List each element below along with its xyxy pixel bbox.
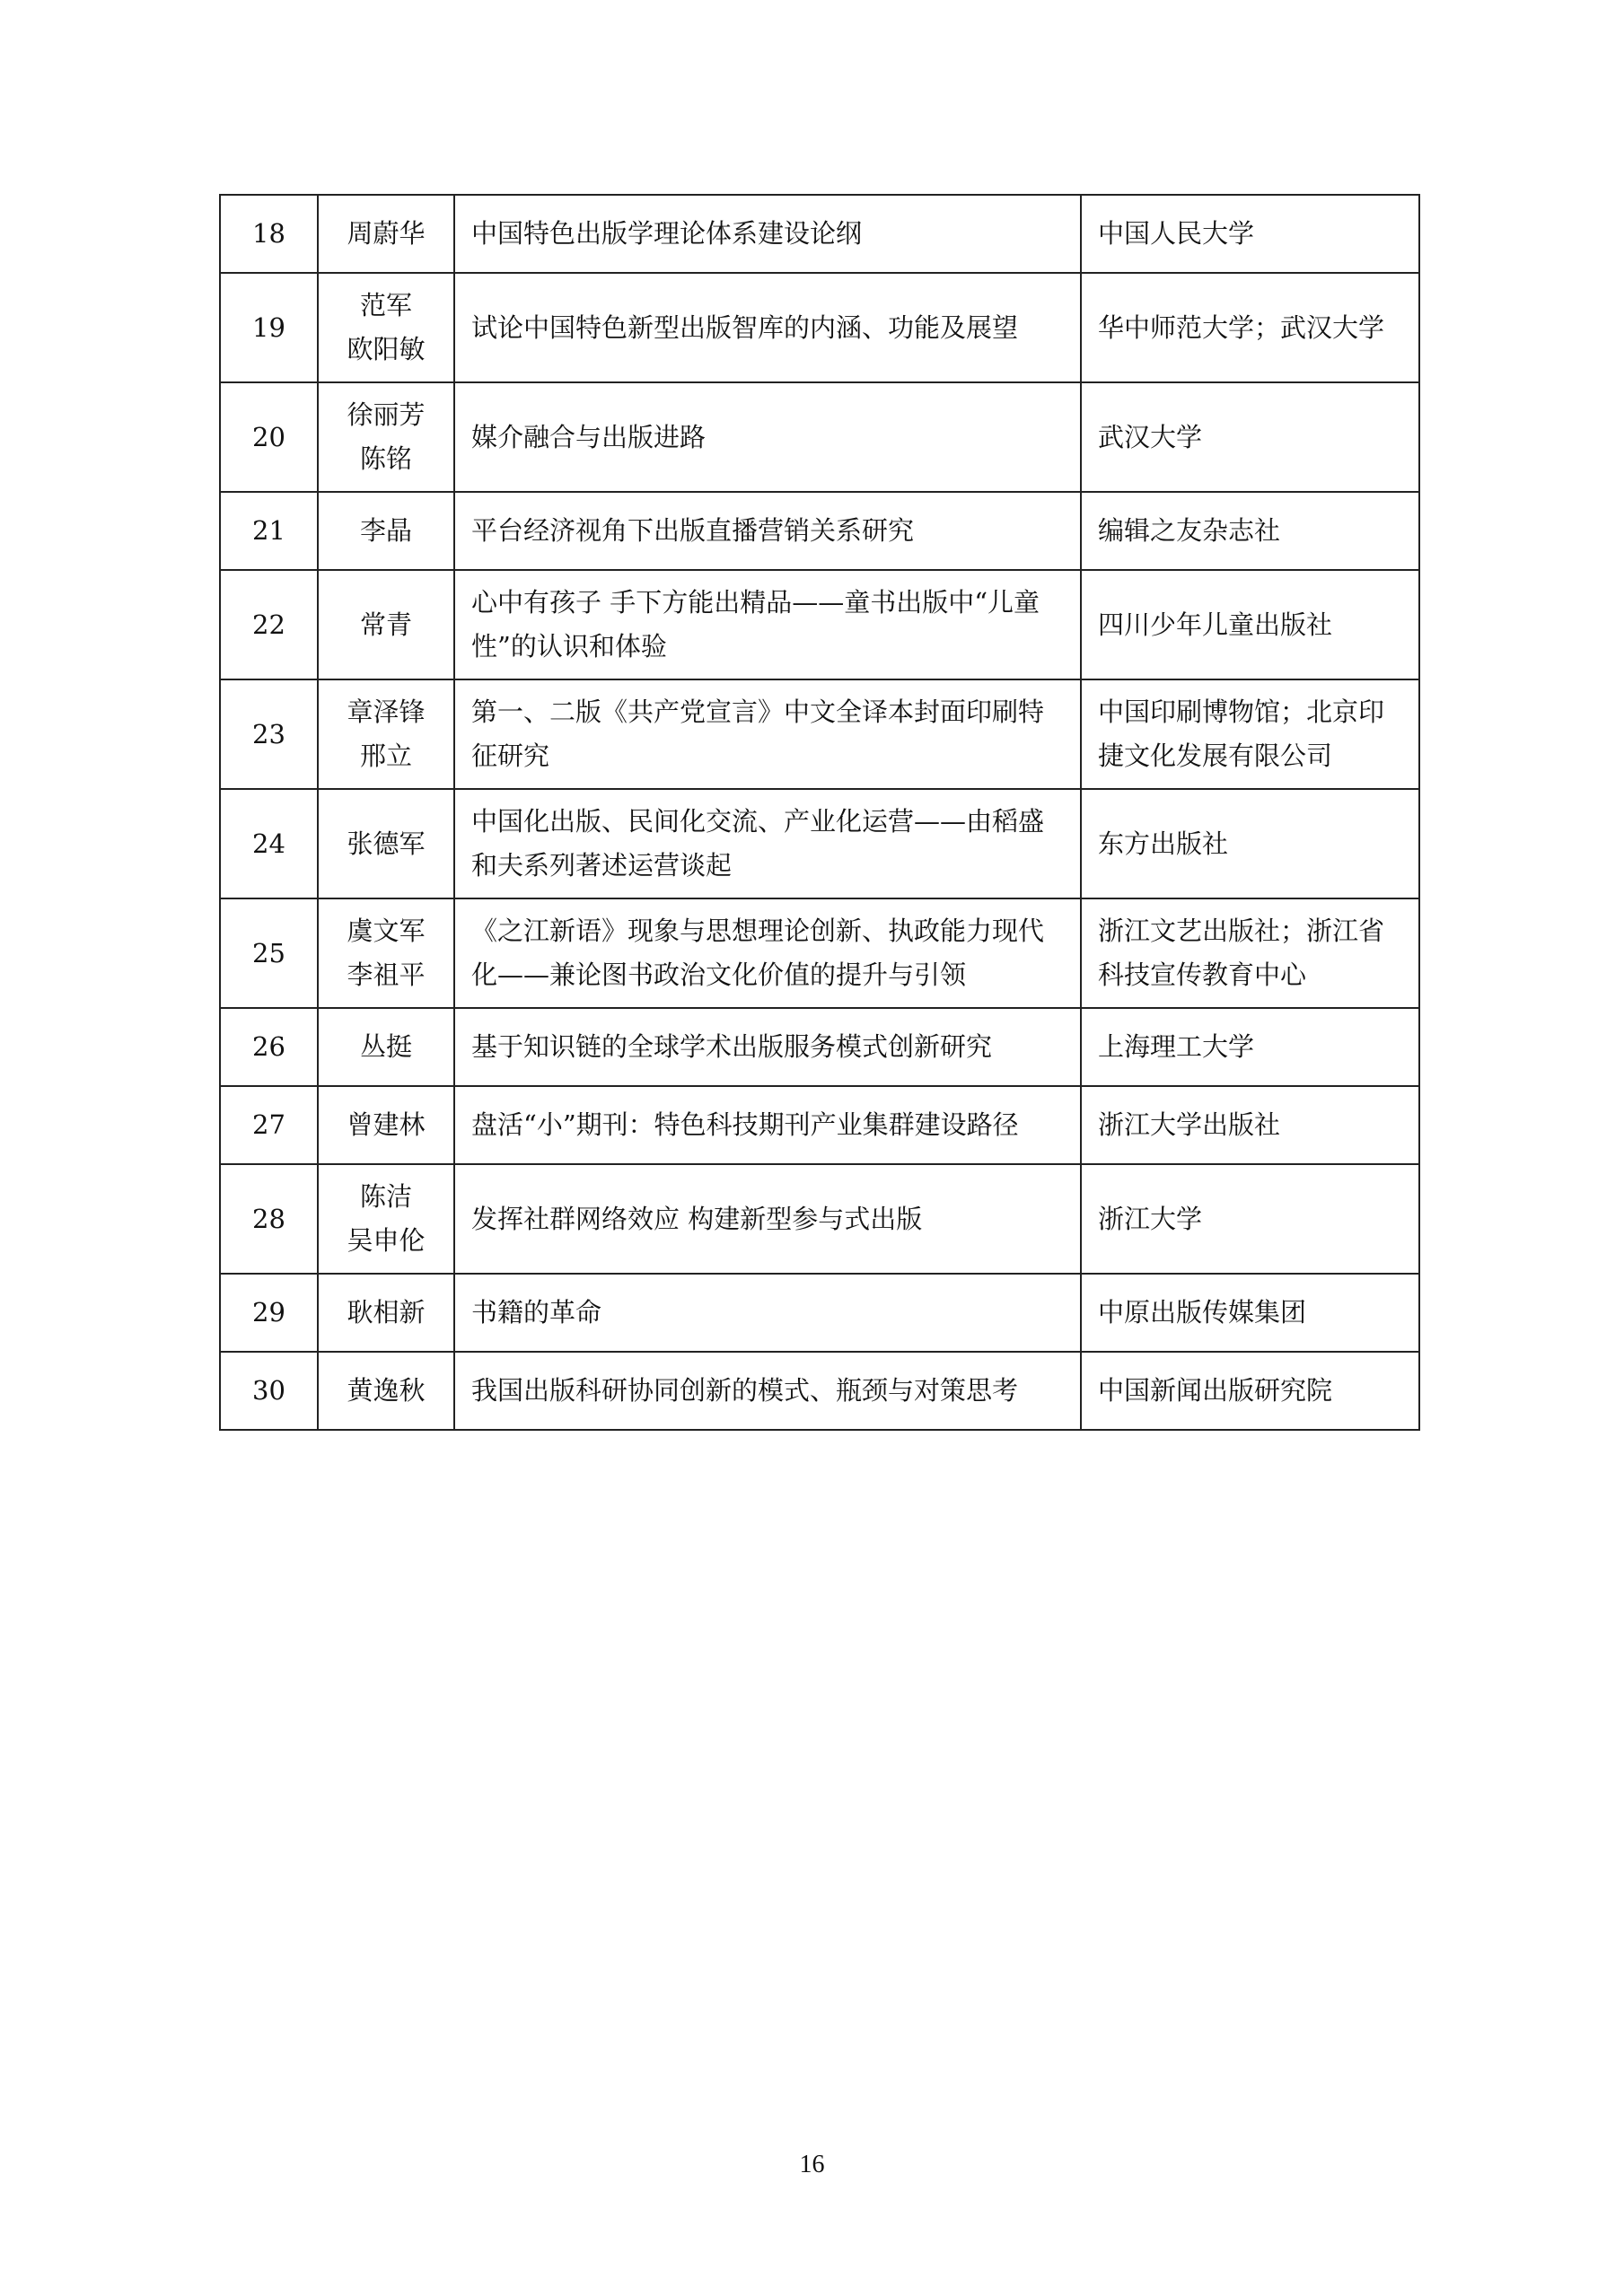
row-title: 心中有孩子 手下方能出精品——童书出版中“儿童性”的认识和体验 bbox=[454, 570, 1081, 679]
row-title: 基于知识链的全球学术出版服务模式创新研究 bbox=[454, 1008, 1081, 1086]
row-organization: 浙江大学出版社 bbox=[1081, 1086, 1419, 1164]
table-row bbox=[220, 382, 1419, 492]
row-authors bbox=[318, 382, 454, 492]
row-authors bbox=[318, 1008, 454, 1086]
row-organization: 中国新闻出版研究院 bbox=[1081, 1352, 1419, 1430]
page-number: 16 bbox=[799, 2151, 825, 2178]
author-name: 虞文军 bbox=[347, 916, 426, 946]
row-number: 27 bbox=[220, 1086, 318, 1164]
row-title: 中国特色出版学理论体系建设论纲 bbox=[454, 195, 1081, 273]
row-number: 23 bbox=[220, 679, 318, 789]
author-name: 曾建林 bbox=[347, 1109, 426, 1140]
author-name: 李晶 bbox=[359, 515, 412, 546]
row-number: 22 bbox=[220, 570, 318, 679]
author-name: 常青 bbox=[359, 609, 412, 640]
row-authors bbox=[318, 273, 454, 382]
table-row bbox=[220, 679, 1419, 789]
row-organization: 上海理工大学 bbox=[1081, 1008, 1419, 1086]
table-row bbox=[220, 1086, 1419, 1164]
row-authors bbox=[318, 1352, 454, 1430]
row-authors bbox=[318, 679, 454, 789]
row-number: 29 bbox=[220, 1274, 318, 1352]
row-number: 28 bbox=[220, 1164, 318, 1274]
author-name: 陈洁 bbox=[359, 1181, 412, 1212]
row-organization: 编辑之友杂志社 bbox=[1081, 492, 1419, 570]
row-authors bbox=[318, 492, 454, 570]
row-authors bbox=[318, 789, 454, 898]
author-name: 黄逸秋 bbox=[347, 1375, 426, 1406]
author-name: 欧阳敏 bbox=[347, 334, 426, 364]
papers-table-body bbox=[220, 195, 1419, 1430]
row-title: 第一、二版《共产党宣言》中文全译本封面印刷特征研究 bbox=[454, 679, 1081, 789]
row-title: 发挥社群网络效应 构建新型参与式出版 bbox=[454, 1164, 1081, 1274]
row-authors bbox=[318, 1164, 454, 1274]
author-name: 周蔚华 bbox=[347, 218, 426, 249]
row-title: 媒介融合与出版进路 bbox=[454, 382, 1081, 492]
table-row bbox=[220, 789, 1419, 898]
table-row bbox=[220, 898, 1419, 1008]
row-number: 30 bbox=[220, 1352, 318, 1430]
author-name: 邢立 bbox=[359, 741, 412, 771]
author-name: 丛挺 bbox=[359, 1031, 412, 1062]
author-name: 李祖平 bbox=[347, 960, 426, 990]
author-name: 章泽锋 bbox=[347, 697, 426, 727]
row-number: 24 bbox=[220, 789, 318, 898]
table-row bbox=[220, 570, 1419, 679]
row-organization: 东方出版社 bbox=[1081, 789, 1419, 898]
row-number: 21 bbox=[220, 492, 318, 570]
table-row bbox=[220, 273, 1419, 382]
author-name: 张德军 bbox=[347, 828, 426, 859]
papers-table bbox=[219, 194, 1420, 1431]
author-name: 耿相新 bbox=[347, 1297, 426, 1328]
row-organization: 中国印刷博物馆；北京印捷文化发展有限公司 bbox=[1081, 679, 1419, 789]
row-organization: 华中师范大学；武汉大学 bbox=[1081, 273, 1419, 382]
row-organization: 浙江文艺出版社；浙江省科技宣传教育中心 bbox=[1081, 898, 1419, 1008]
row-authors bbox=[318, 1086, 454, 1164]
table-row bbox=[220, 195, 1419, 273]
row-title: 我国出版科研协同创新的模式、瓶颈与对策思考 bbox=[454, 1352, 1081, 1430]
row-authors bbox=[318, 195, 454, 273]
row-organization: 中国人民大学 bbox=[1081, 195, 1419, 273]
row-authors bbox=[318, 1274, 454, 1352]
row-organization: 四川少年儿童出版社 bbox=[1081, 570, 1419, 679]
table-row bbox=[220, 1274, 1419, 1352]
author-name: 范军 bbox=[359, 290, 412, 320]
row-organization: 中原出版传媒集团 bbox=[1081, 1274, 1419, 1352]
author-name: 吴申伦 bbox=[347, 1225, 426, 1256]
row-title: 平台经济视角下出版直播营销关系研究 bbox=[454, 492, 1081, 570]
row-number: 19 bbox=[220, 273, 318, 382]
row-organization: 浙江大学 bbox=[1081, 1164, 1419, 1274]
table-row bbox=[220, 1352, 1419, 1430]
row-title: 中国化出版、民间化交流、产业化运营——由稻盛和夫系列著述运营谈起 bbox=[454, 789, 1081, 898]
table-row bbox=[220, 1008, 1419, 1086]
row-title: 盘活“小”期刊：特色科技期刊产业集群建设路径 bbox=[454, 1086, 1081, 1164]
row-title: 《之江新语》现象与思想理论创新、执政能力现代化——兼论图书政治文化价值的提升与引领 bbox=[454, 898, 1081, 1008]
row-organization: 武汉大学 bbox=[1081, 382, 1419, 492]
row-number: 25 bbox=[220, 898, 318, 1008]
row-authors bbox=[318, 570, 454, 679]
row-number: 20 bbox=[220, 382, 318, 492]
author-name: 陈铭 bbox=[359, 443, 412, 474]
table-row bbox=[220, 1164, 1419, 1274]
row-title: 试论中国特色新型出版智库的内涵、功能及展望 bbox=[454, 273, 1081, 382]
row-authors bbox=[318, 898, 454, 1008]
row-number: 26 bbox=[220, 1008, 318, 1086]
table-row bbox=[220, 492, 1419, 570]
author-name: 徐丽芳 bbox=[347, 399, 426, 430]
row-title: 书籍的革命 bbox=[454, 1274, 1081, 1352]
row-number: 18 bbox=[220, 195, 318, 273]
